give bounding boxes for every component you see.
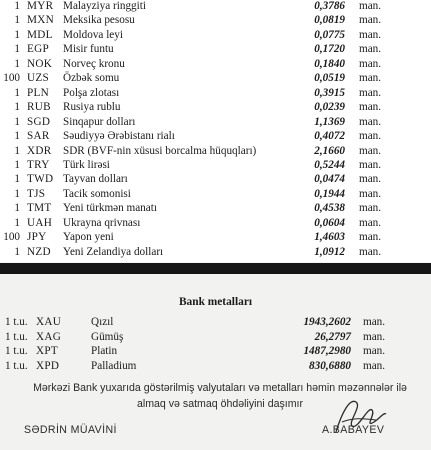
currency-rate: 0,0519: [314, 72, 345, 85]
section-divider: [0, 263, 431, 274]
currency-unit: man.: [359, 14, 382, 27]
currency-rate: 2,1660: [314, 144, 345, 157]
currency-quantity: 1: [14, 245, 20, 258]
metal-unit: man.: [363, 345, 386, 357]
currency-quantity: 1: [14, 144, 20, 157]
metal-code: XAG: [36, 330, 62, 343]
currency-unit: man.: [359, 0, 382, 12]
currency-code: TJS: [27, 187, 46, 200]
currency-rate: 0,1720: [314, 43, 345, 56]
currency-quantity: 1: [14, 130, 20, 143]
currency-code: UAH: [27, 216, 53, 229]
currency-quantity: 1: [14, 0, 20, 12]
currency-unit: man.: [359, 28, 382, 41]
currency-rate: 0,4072: [314, 130, 345, 143]
currency-quantity: 100: [3, 231, 20, 244]
currency-quantity: 100: [3, 72, 20, 85]
currency-code: TMT: [27, 202, 52, 215]
currency-code: MYR: [27, 0, 54, 12]
currency-quantity: 1: [14, 216, 20, 229]
metal-name: Platin: [91, 345, 118, 357]
metal-unit: man.: [363, 359, 386, 372]
currency-rate: 1,0912: [314, 245, 345, 258]
currency-unit: man.: [359, 57, 382, 70]
currency-rate: 0,3786: [314, 0, 345, 12]
currency-quantity: 1: [14, 43, 20, 56]
metal-quantity: 1 t.u.: [5, 359, 28, 372]
currency-quantity: 1: [14, 187, 20, 200]
currency-code: MDL: [27, 28, 53, 41]
currency-code: SGD: [27, 115, 51, 128]
currency-code: UZS: [27, 72, 50, 85]
currency-name: Polşa zlotası: [63, 86, 120, 99]
currency-rate: 0,5244: [314, 158, 345, 171]
currency-name: Səudiyyə Ərəbistanı rialı: [63, 130, 175, 143]
currency-quantity: 1: [14, 173, 20, 186]
currency-name: Malayziya ringgiti: [63, 0, 146, 12]
currency-quantity: 1: [14, 86, 20, 99]
metal-name: Gümüş: [91, 330, 124, 343]
currency-quantity: 1: [14, 14, 20, 27]
currency-quantity: 1: [14, 202, 20, 215]
currency-unit: man.: [359, 202, 382, 215]
currency-quantity: 1: [14, 115, 20, 128]
currency-rate: 0,4538: [314, 202, 345, 215]
metal-name: Qızıl: [91, 316, 114, 328]
currency-rate: 0,0474: [314, 173, 345, 186]
signatory-name: A.BABAYEV: [322, 424, 385, 436]
metal-unit: man.: [363, 330, 386, 343]
currency-name: Misir funtu: [63, 43, 114, 56]
currency-name: Meksika pesosu: [63, 14, 135, 27]
currency-code: MXN: [27, 14, 55, 27]
metal-rate: 830,6880: [309, 359, 351, 372]
currency-code: TWD: [27, 173, 54, 186]
currency-code: TRY: [27, 158, 50, 171]
currency-name: Norveç kronu: [63, 57, 125, 70]
currency-code: EGP: [27, 43, 50, 56]
metal-rate: 26,2797: [314, 330, 351, 343]
currency-quantity: 1: [14, 28, 20, 41]
metal-rate: 1943,2602: [303, 316, 351, 328]
currency-quantity: 1: [14, 101, 20, 114]
currency-row: [0, 244, 431, 260]
currency-name: Özbək somu: [63, 72, 120, 85]
currency-rate: 0,1944: [314, 187, 345, 200]
metal-quantity: 1 t.u.: [5, 345, 28, 357]
metal-code: XPD: [36, 359, 60, 372]
currency-unit: man.: [359, 86, 382, 99]
currency-code: SAR: [27, 130, 50, 143]
currency-quantity: 1: [14, 158, 20, 171]
currency-rate: 0,3915: [314, 86, 345, 99]
metal-quantity: 1 t.u.: [5, 316, 28, 328]
currency-name: Tayvan dolları: [63, 173, 128, 186]
currency-code: XDR: [27, 144, 52, 157]
currency-name: Yeni türkmən manatı: [63, 202, 157, 215]
currency-rate: 0,0239: [314, 101, 345, 114]
currency-rate: 1,1369: [314, 115, 345, 128]
currency-code: JPY: [27, 231, 47, 244]
currency-rate: 0,0819: [314, 14, 345, 27]
currency-code: RUB: [27, 101, 51, 114]
currency-unit: man.: [359, 231, 382, 244]
currency-name: Yapon yeni: [63, 231, 114, 244]
currency-name: Moldova leyi: [63, 28, 123, 41]
currency-unit: man.: [359, 72, 382, 85]
currency-unit: man.: [359, 115, 382, 128]
currency-name: Sinqapur dolları: [63, 115, 136, 128]
currency-unit: man.: [359, 216, 382, 229]
currency-unit: man.: [359, 187, 382, 200]
currency-rate: 1,4603: [314, 231, 345, 244]
metal-quantity: 1 t.u.: [5, 330, 28, 343]
bank-metals-title: Bank metalları: [178, 296, 253, 308]
currency-name: Tacik somonisi: [63, 187, 131, 200]
currency-unit: man.: [359, 158, 382, 171]
currency-rate: 0,0775: [314, 28, 345, 41]
disclaimer-line-1: Mərkəzi Bank yuxarıda göstərilmiş valyutaları və metalları həmin məzənnələr ilə: [33, 382, 407, 394]
currency-name: Türk lirəsi: [63, 158, 110, 171]
currency-unit: man.: [359, 101, 382, 114]
metal-rate: 1487,2980: [303, 345, 351, 357]
currency-quantity: 1: [14, 57, 20, 70]
currency-name: Ukrayna qrivnası: [63, 216, 141, 229]
deputy-chairman-label: SƏDRİN MÜAVİNİ: [24, 424, 117, 436]
currency-unit: man.: [359, 43, 382, 56]
currency-unit: man.: [359, 144, 382, 157]
metal-code: XPT: [36, 345, 59, 357]
currency-code: NZD: [27, 245, 51, 258]
metal-unit: man.: [363, 316, 386, 328]
currency-name: SDR (BVF-nin xüsusi borcalma hüquqları): [63, 144, 257, 157]
currency-rate: 0,0604: [314, 216, 345, 229]
currency-name: Rusiya rublu: [63, 101, 121, 114]
currency-rate: 0,1840: [314, 57, 345, 70]
metal-row: [0, 358, 431, 374]
metal-code: XAU: [36, 316, 62, 328]
currency-code: PLN: [27, 86, 50, 99]
currency-unit: man.: [359, 173, 382, 186]
currency-unit: man.: [359, 245, 382, 258]
currency-code: NOK: [27, 57, 53, 70]
metal-name: Palladium: [91, 359, 137, 372]
currency-name: Yeni Zelandiya dolları: [63, 245, 164, 258]
currency-unit: man.: [359, 130, 382, 143]
disclaimer-line-2: almaq və satmaq öhdəliyini daşımır: [136, 398, 304, 410]
